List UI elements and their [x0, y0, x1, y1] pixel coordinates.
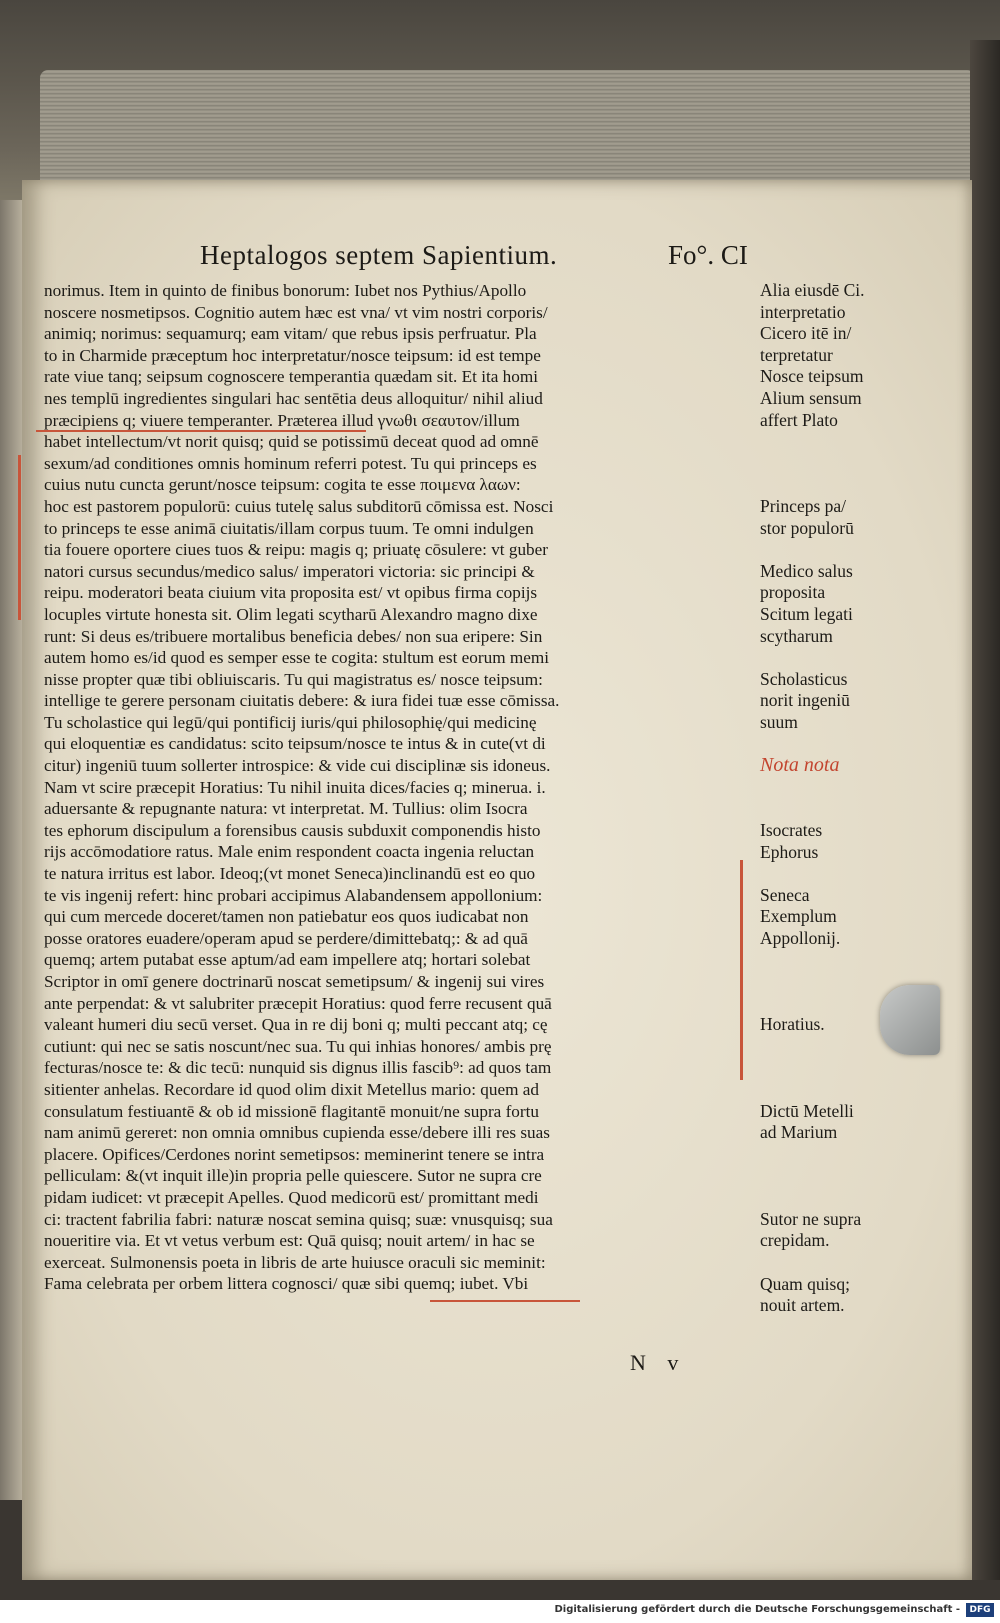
margin-note-line: Alium sensum — [760, 388, 862, 408]
signature-mark: N v — [630, 1350, 687, 1375]
text-line: nisse propter quæ tibi obliuiscaris. Tu qui magistratus es/ nosce teipsum: — [44, 669, 543, 689]
margin-note — [760, 820, 822, 863]
margin-note-line: crepidam. — [760, 1230, 830, 1251]
margin-note-line: scytharum — [760, 625, 833, 646]
footer-credit: Digitalisierung gefördert durch die Deutsche Forschungsgemeinschaft - — [554, 1604, 960, 1615]
text-line: noueritire via. Et vt vetus verbum est: Quā quisq; nouit artem/ in hac se — [44, 1231, 535, 1251]
margin-note-line: Dictū Metelli — [760, 1100, 854, 1121]
text-line: cutiunt: qui nec se satis noscunt/nec sua. Tu qui inhias honores/ ambis prę — [44, 1036, 552, 1056]
margin-note — [760, 1014, 825, 1036]
text-line: valeant humeri diu secū verset. Qua in re dij boni q; multi peccant atq; cę — [44, 1015, 548, 1035]
text-line: hoc est pastorem populorū: cuius tutelę salus subditorū cōmissa est. Nosci — [44, 496, 554, 516]
margin-note-line: Nota nota — [760, 754, 840, 777]
margin-note — [760, 1209, 861, 1252]
text-line: locuples virtute honesta sit. Olim legati scytharū Alexandro magno dixe — [44, 604, 538, 624]
text-line: norimus. Item in quinto de finibus bonorum: Iubet nos Pythius/Apollo — [44, 281, 527, 300]
margin-note — [760, 885, 840, 950]
margin-note — [760, 604, 853, 647]
text-line: cuius nutu cuncta gerunt/nosce teipsum: cogita te esse ποιμενα λαων: — [44, 475, 521, 495]
margin-note — [760, 323, 851, 366]
text-line: citur) ingeniū tuum sollerter introspice: & vide cui disciplinæ sis idoneus. — [44, 756, 551, 776]
margin-note — [760, 1274, 850, 1317]
text-line: te vis ingenij refert: hinc probari accipimus Alabandensem appollonium: — [44, 885, 543, 905]
running-title: Heptalogos septem Sapientium. — [200, 240, 558, 270]
text-line: consulatum festiuantē & ob id missionē flagitantē monuit/ne supra fortu — [44, 1101, 539, 1121]
text-line: ci: tractent fabrilia fabri: naturæ noscat semina quisq; suæ: vnusquisq; sua — [44, 1209, 553, 1229]
facing-page-edge — [0, 200, 22, 1500]
text-line: exerceat. Sulmonensis poeta in libris de arte huiusce oraculi sic meminit: — [44, 1252, 546, 1272]
text-line: præcipiens q; viuere temperanter. Præterea illud γνωθι σεαυτον/illum — [44, 410, 520, 430]
margin-note-line: ad Marium — [760, 1122, 838, 1143]
margin-note-line: Sutor ne supra — [760, 1208, 862, 1229]
book-cover — [970, 40, 1000, 1580]
margin-note-line: Alia eiusdē Ci. — [760, 280, 865, 300]
red-margin-bracket — [18, 455, 21, 620]
margin-note — [760, 366, 864, 388]
margin-note — [760, 1101, 854, 1144]
text-line: qui eloquentiæ es candidatus: scito teipsum/nosce te intus & in cute(vt di — [44, 734, 546, 754]
margin-note-line: Scholasticus — [760, 668, 848, 689]
margin-note-line: interpretatio — [760, 301, 846, 322]
text-line: placere. Opifices/Cerdones norint semetipsos: meminerint tenere se intra — [44, 1144, 545, 1164]
margin-note-line: Isocrates — [760, 820, 823, 840]
margin-note-line: Nosce teipsum — [760, 366, 864, 387]
red-underline-mark — [430, 1300, 580, 1302]
margin-note — [760, 280, 865, 323]
margin-note-line: proposita — [760, 582, 826, 603]
text-line: nam animū gereret: non omnia omnibus cupienda esse/debere illi res suas — [44, 1123, 550, 1143]
text-line: sexum/ad conditiones omnis hominum referri potest. Tu qui princeps es — [44, 453, 537, 473]
margin-note-line: suum — [760, 711, 798, 732]
margin-note-line: stor populorū — [760, 517, 854, 538]
text-line: nes templū ingredientes singulari hac sentētia deus alloquitur/ nihil aliud — [44, 388, 543, 408]
text-line: habet intellectum/vt norit quisq; quid se potissimū deceat quod ad omnē — [44, 432, 539, 452]
margin-note-line: Appollonij. — [760, 927, 841, 948]
text-line: noscere nosmetipsos. Cognitio autem hæc est vna/ vt vim nostri corporis/ — [44, 302, 548, 322]
text-line: autem homo es/id quod es semper esse te cogita: stultum est eorum memi — [44, 648, 550, 668]
text-line: quemq; artem putabat esse aptum/ad eam impellere atq; hortari solebat — [44, 950, 531, 970]
main-text-block — [44, 280, 756, 1295]
text-line: tes ephorum discipulum a forensibus causis subduxit componendis histo — [44, 820, 541, 840]
text-line: Fama celebrata per orbem littera cognosci/ quæ sibi quemq; iubet. Vbi — [44, 1274, 529, 1294]
margin-note-line: terpretatur — [760, 344, 833, 365]
text-line: aduersante & repugnante natura: vt interpretat. M. Tullius: olim Isocra — [44, 799, 528, 819]
text-line: reipu. moderatori beata ciuium vita proposita est/ vt opibus firma copijs — [44, 583, 538, 603]
margin-note — [760, 388, 862, 431]
text-line: Tu scholastice qui legū/qui pontificij iuris/qui philosophię/qui medicinę — [44, 712, 537, 732]
margin-note-handwritten — [760, 755, 839, 777]
text-line: tia fouere oportere ciues tuos & reipu: magis q; priuatę cōsulere: vt guber — [44, 540, 549, 560]
text-line: to princeps te esse animā ciuitatis/illam corpus tuum. Te omni indulgen — [44, 518, 534, 538]
margin-note-line: Medico salus — [760, 560, 853, 581]
margin-note — [760, 561, 853, 604]
red-underline-mark — [36, 430, 366, 432]
text-line: intellige te gerere personam ciuitatis debere: & iura fidei tuæ esse cōmissa. — [44, 691, 560, 711]
text-line: Nam vt scire præcepit Horatius: Tu nihil inuita dices/facies q; minerua. i. — [44, 777, 546, 797]
margin-note-line: Princeps pa/ — [760, 496, 847, 516]
text-line: te natura irritus est labor. Ideoq;(vt monet Seneca)inclinandū est eo quo — [44, 864, 536, 884]
text-line: rijs accōmodatiore ratus. Male enim respondent coacta ingenia reluctan — [44, 842, 535, 862]
text-line: runt: Si deus es/tribuere mortalibus beneficia debes/ non sua eripere: Sin — [44, 626, 543, 646]
text-line: posse oratores euadere/operam apud se perdere/dimittebatq;: & ad quā — [44, 928, 528, 948]
margin-note-line: Horatius. — [760, 1014, 825, 1035]
margin-note-line: norit ingeniū — [760, 690, 850, 711]
margin-note-line: nouit artem. — [760, 1295, 845, 1316]
text-line: fecturas/nosce te: & dic tecū: nunquid sis dignus illis fascib⁹: ad quos tam — [44, 1058, 552, 1078]
text-line: pidam iudicet: vt præcepit Apelles. Quod medicorū est/ promittant medi — [44, 1187, 539, 1207]
text-line: Scriptor in omī genere doctrinarū noscat semetipsum/ & ingenij sui vires — [44, 972, 545, 991]
text-line: animiq; norimus: sequamurq; eam vitam/ que rebus ipsis perfruatur. Pla — [44, 324, 537, 344]
text-line: pelliculam: &(vt inquit ille)in propria pelle quiescere. Sutor ne supra cre — [44, 1166, 542, 1186]
margin-note-line: Seneca — [760, 884, 810, 905]
dfg-logo: DFG — [966, 1603, 994, 1617]
page-clip — [880, 985, 940, 1055]
margin-note-line: Cicero itē in/ — [760, 323, 852, 344]
text-line: ante perpendat: & vt salubriter præcepit Horatius: quod ferre recusent quā — [44, 993, 552, 1013]
text-line: to in Charmide præceptum hoc interpretatur/nosce teipsum: id est tempe — [44, 345, 541, 365]
text-line: qui cum mercede doceret/tamen non patiebatur eos quos iudicabat non — [44, 907, 529, 927]
margin-note-line: affert Plato — [760, 409, 838, 430]
margin-note — [760, 496, 854, 539]
text-line: natori cursus secundus/medico salus/ imperatori victoria: sic principi & — [44, 561, 535, 581]
margin-note-line: Quam quisq; — [760, 1273, 850, 1294]
text-line: rate viue tanq; seipsum cognoscere temperantia quædam sit. Et ita homi — [44, 367, 539, 387]
margin-note-line: Ephorus — [760, 841, 819, 862]
margin-note — [760, 669, 850, 734]
text-line: sitienter anhelas. Recordare id quod olim dixit Metellus mario: quem ad — [44, 1079, 539, 1099]
folio-number: Fo°. CI — [668, 240, 748, 270]
margin-note-line: Exemplum — [760, 906, 837, 927]
margin-note-line: Scitum legati — [760, 604, 853, 624]
red-margin-bracket — [740, 860, 743, 1080]
